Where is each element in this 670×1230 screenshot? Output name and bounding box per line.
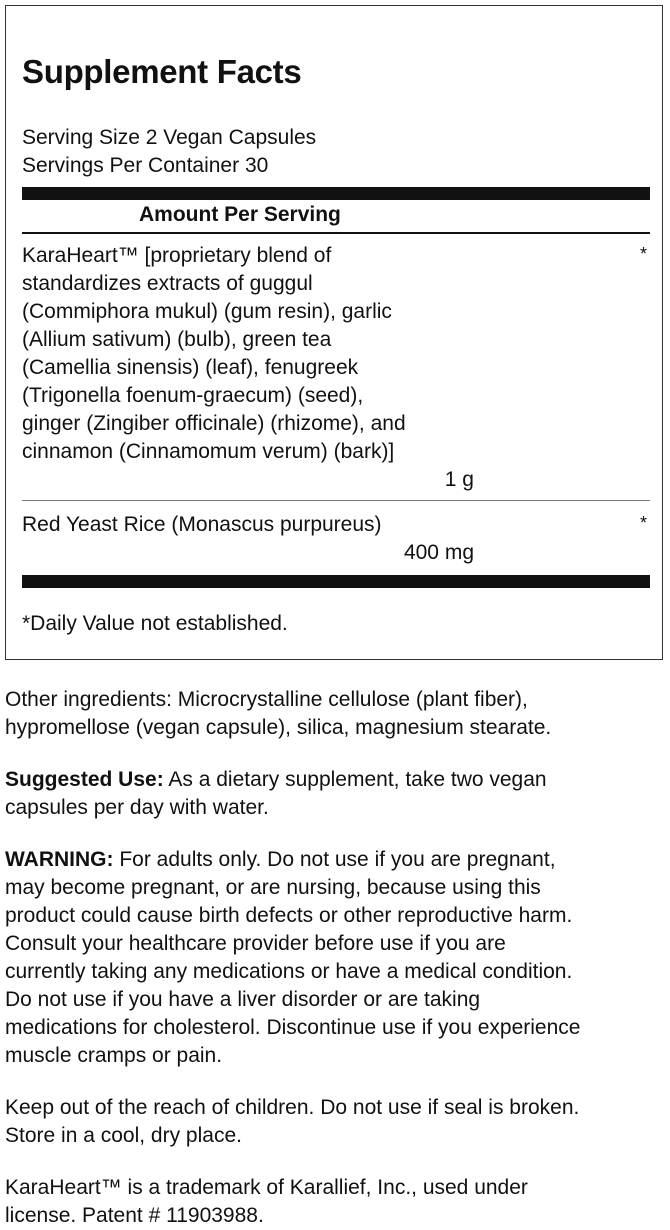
suggested-use-label: Suggested Use: (5, 768, 164, 791)
text-line: As a dietary supplement, take two vegan (163, 768, 547, 791)
ingredient-line: KaraHeart™ [proprietary blend of (22, 244, 332, 267)
ingredient-amount: 1 g (444, 468, 474, 491)
row-divider (22, 500, 650, 501)
ingredient-red-yeast-rice (22, 511, 382, 539)
trademark-notice (5, 1174, 670, 1230)
ingredient-line: (Allium sativum) (bulb), green tea (22, 328, 332, 351)
thick-divider-top (22, 187, 650, 200)
text-line: currently taking any medications or have a medical condition. (5, 960, 573, 983)
text-line: Do not use if you have a liver disorder or are taking (5, 988, 481, 1011)
ingredient-line: (Camellia sinensis) (leaf), fenugreek (22, 356, 359, 379)
daily-value-footnote: *Daily Value not established. (22, 612, 288, 635)
storage-instructions (5, 1094, 670, 1150)
ingredient-line: standardizes extracts of guggul (22, 272, 313, 295)
amount-per-serving-header: Amount Per Serving (139, 203, 341, 226)
panel-title: Supplement Facts (22, 53, 302, 90)
text-line: KaraHeart™ is a trademark of Karallief, Inc., used under (5, 1176, 528, 1199)
ingredient-line: (Commiphora mukul) (gum resin), garlic (22, 300, 392, 323)
text-line: Keep out of the reach of children. Do not use if seal is broken. (5, 1096, 580, 1119)
ingredient-line: cinnamon (Cinnamomum verum) (bark)] (22, 440, 395, 463)
text-line: license. Patent # 11903988. (5, 1204, 264, 1227)
ingredient-line: (Trigonella foenum-graecum) (seed), (22, 384, 364, 407)
suggested-use (5, 766, 670, 822)
text-line: medications for cholesterol. Discontinue use if you experience (5, 1016, 581, 1039)
text-line: Other ingredients: Microcrystalline cellulose (plant fiber), (5, 688, 528, 711)
text-line: capsules per day with water. (5, 796, 269, 819)
ingredient-amount: 400 mg (403, 541, 474, 564)
ingredient-line: Red Yeast Rice (Monascus purpureus) (22, 513, 382, 536)
servings-per-container: Servings Per Container 30 (22, 154, 269, 177)
ingredient-karaheart (22, 242, 406, 466)
serving-size: Serving Size 2 Vegan Capsules (22, 126, 317, 149)
header-divider (22, 232, 650, 234)
text-line: muscle cramps or pain. (5, 1044, 223, 1067)
text-line: product could cause birth defects or other reproductive harm. (5, 904, 573, 927)
ingredient-line: ginger (Zingiber officinale) (rhizome), and (22, 412, 406, 435)
text-line: For adults only. Do not use if you are pregnant, (113, 848, 556, 871)
other-ingredients (5, 686, 670, 742)
text-line: Consult your healthcare provider before use if you are (5, 932, 506, 955)
serving-info (22, 124, 316, 180)
supplement-facts-panel (5, 5, 663, 660)
warning-label: WARNING: (5, 848, 114, 871)
daily-value-marker: * (640, 244, 648, 264)
thick-divider-bottom (22, 575, 650, 588)
text-line: may become pregnant, or are nursing, because using this (5, 876, 541, 899)
daily-value-marker: * (640, 513, 648, 533)
text-line: hypromellose (vegan capsule), silica, magnesium stearate. (5, 716, 552, 739)
warning (5, 846, 670, 1070)
text-line: Store in a cool, dry place. (5, 1124, 242, 1147)
